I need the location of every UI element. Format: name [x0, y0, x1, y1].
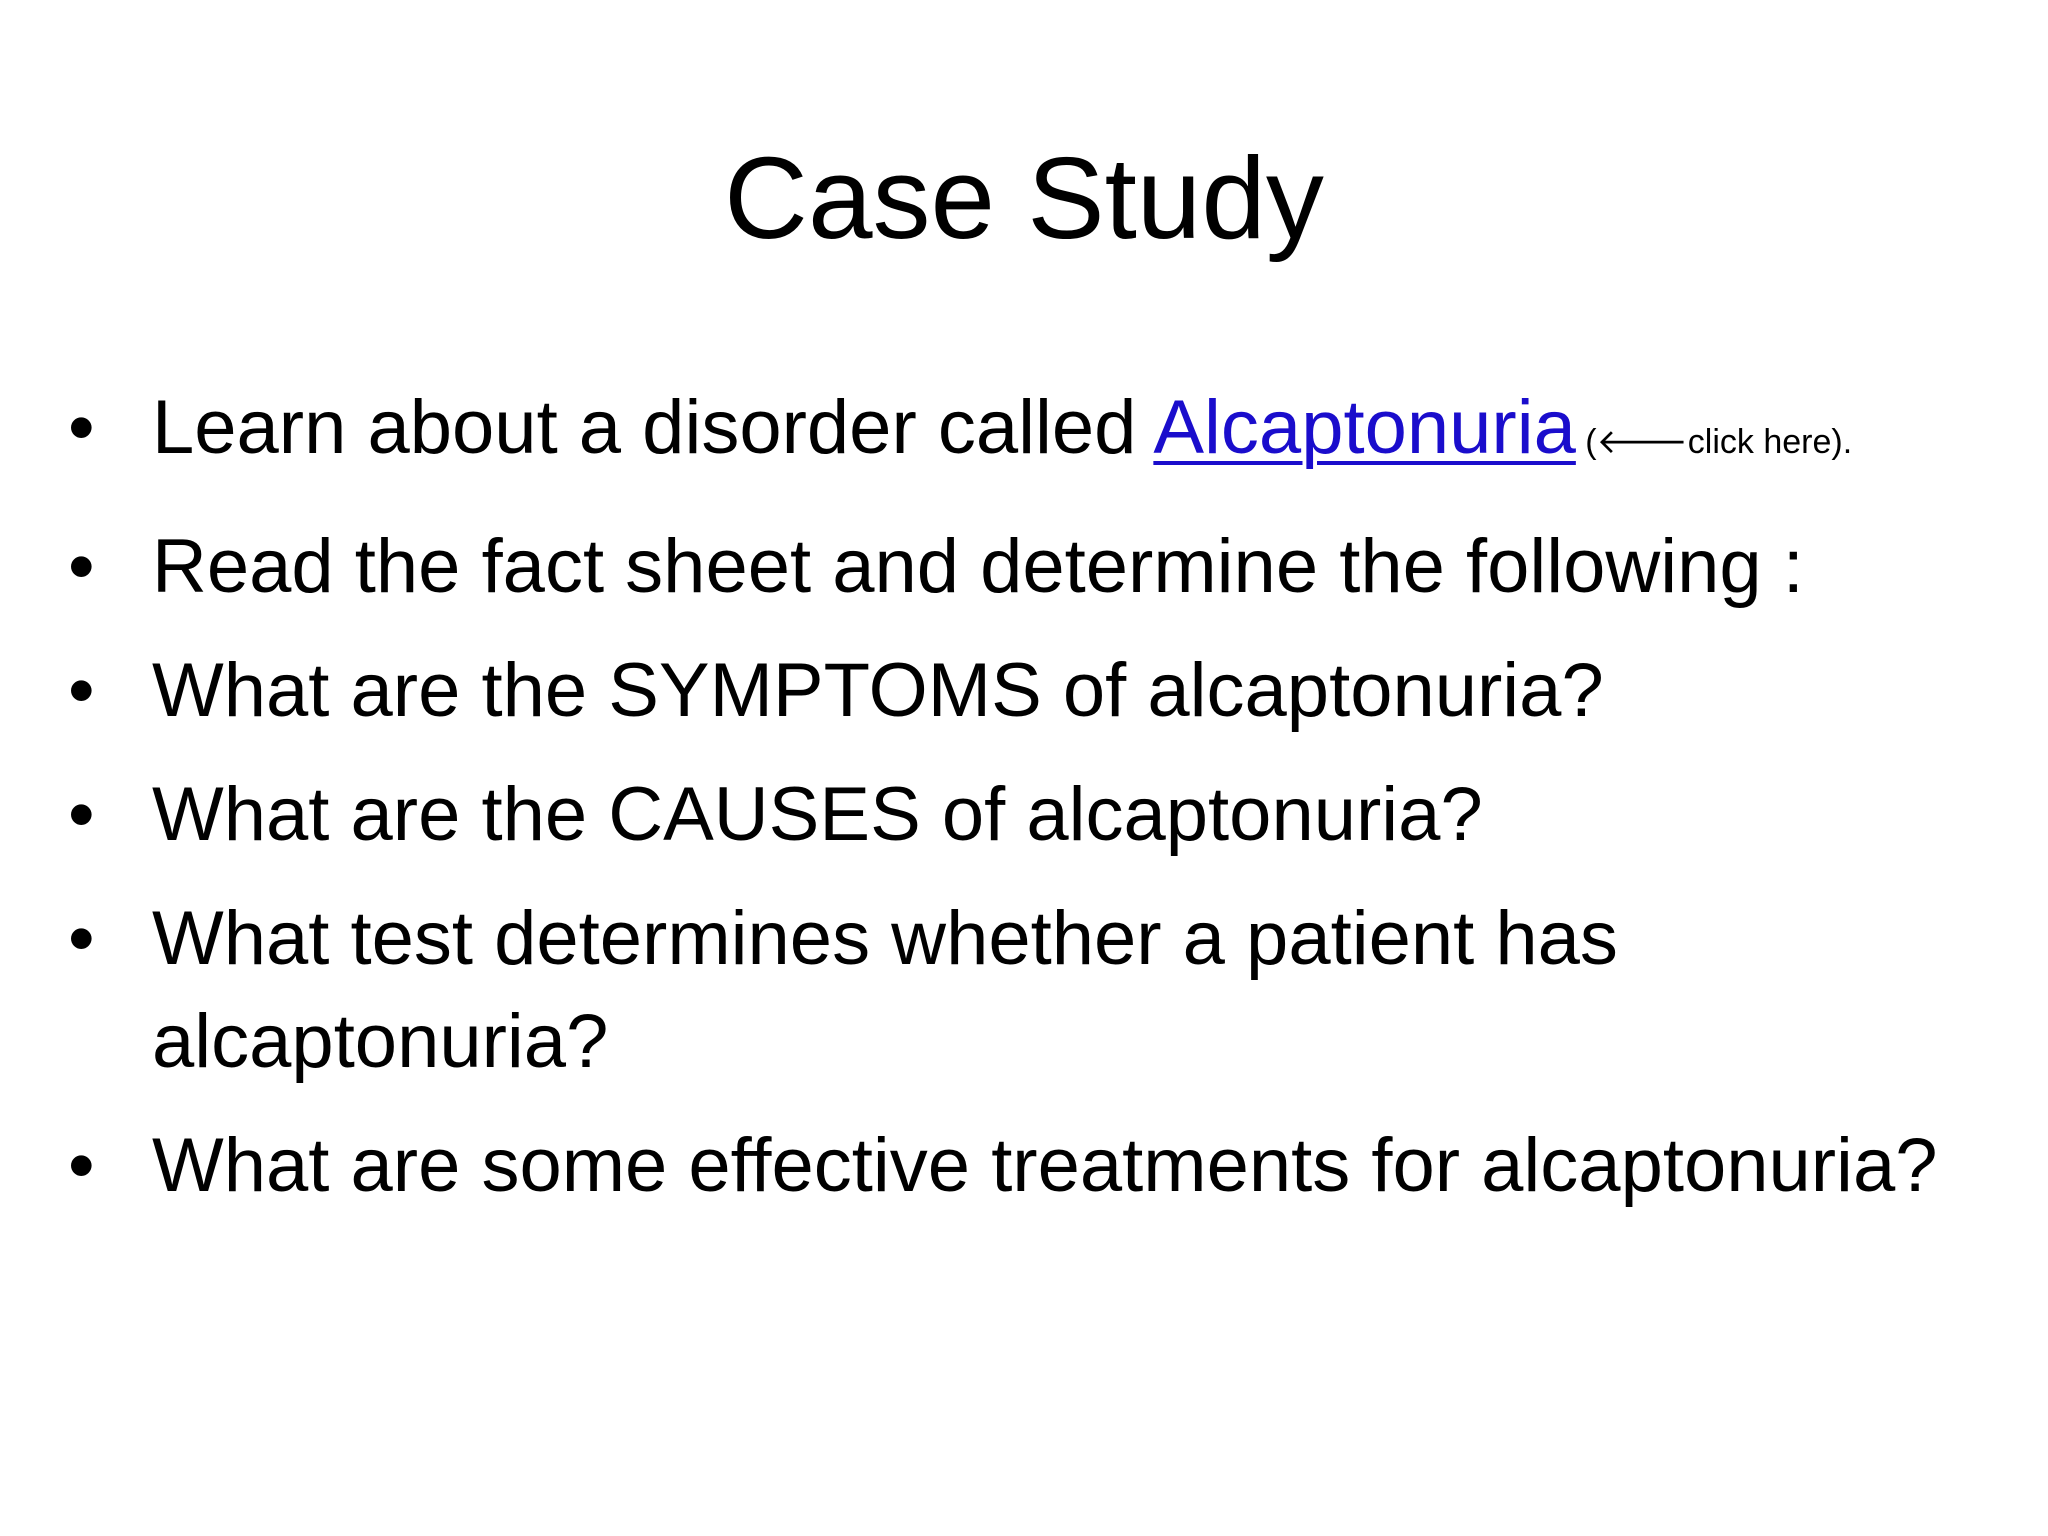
alcaptonuria-link[interactable]: Alcaptonuria	[1153, 385, 1576, 470]
bullet-text: What test determines whether a patient has alcaptonuria?	[152, 896, 1618, 1084]
bullet-icon: •	[68, 1123, 95, 1208]
bullet-item-treatments	[0, 1114, 2048, 1217]
bullet-icon: •	[68, 385, 95, 470]
bullet-text: Learn about a disorder called	[152, 385, 1154, 470]
bullet-list	[0, 376, 2048, 1238]
bullet-item-fact-sheet	[0, 515, 2048, 618]
slide-title: Case Study	[724, 133, 1324, 263]
bullet-icon: •	[68, 524, 95, 609]
bullet-text: What are the CAUSES of alcaptonuria?	[152, 772, 1483, 857]
bullet-icon: •	[68, 772, 95, 857]
bullet-item-symptoms	[0, 639, 2048, 742]
bullet-text: What are the SYMPTOMS of alcaptonuria?	[152, 648, 1604, 733]
bullet-text: Read the fact sheet and determine the following :	[152, 524, 1804, 609]
bullet-item-test	[0, 887, 2048, 1093]
bullet-item-causes	[0, 763, 2048, 866]
bullet-text: What are some effective treatments for alcaptonuria?	[152, 1123, 1938, 1208]
bullet-icon: •	[68, 896, 95, 981]
bullet-item-learn	[0, 376, 2048, 494]
click-here-note: (🡐click here).	[1575, 423, 1853, 461]
bullet-icon: •	[68, 648, 95, 733]
